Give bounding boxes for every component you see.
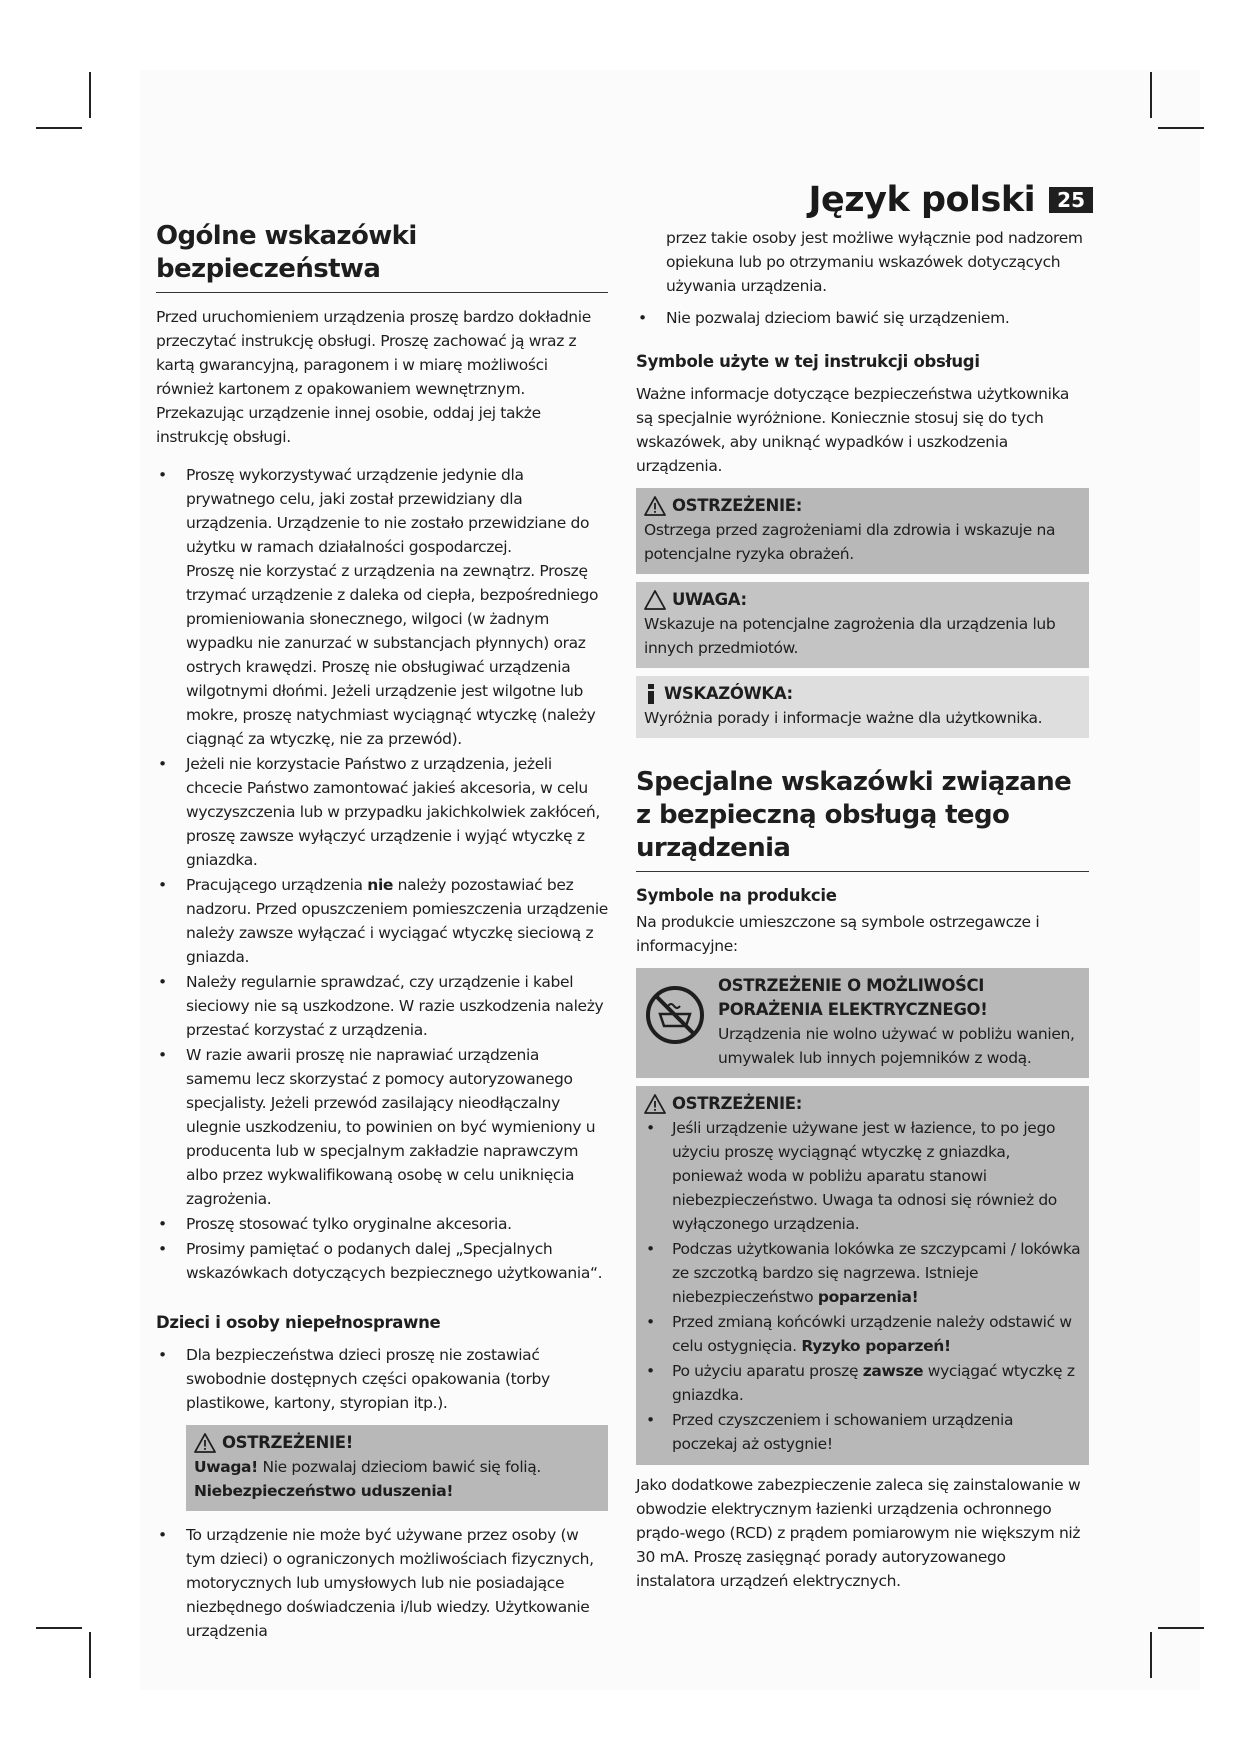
heading-product-symbols: Symbole na produkcie xyxy=(636,886,837,905)
emphasis-always: zawsze xyxy=(862,1362,924,1380)
list-item-text: należy pozostawiać bez nadzoru. Przed opuszczeniem pomieszczenia urządzenie należy zawsze wyłączać i wyciągać wtyczkę sieciową z gniazda. xyxy=(186,876,608,966)
list-item: • Prosimy pamiętać o podanych dalej „Specjalnych wskazówkach dotyczących bezpiecznego użytkowania“. xyxy=(156,1237,608,1285)
warning-title xyxy=(644,1092,1081,1116)
warning-box-2 xyxy=(636,1086,1089,1465)
crop-mark-top-left-v xyxy=(89,72,91,118)
list-item: • Należy regularnie sprawdzać, czy urządzenie i kabel sieciowy nie są uszkodzone. W razie uszkodzenia należy przestać korzystać z urządzenia. xyxy=(156,970,608,1042)
section-title-special-safety: Specjalne wskazówki związane z bezpieczną obsługą tego urządzenia xyxy=(636,766,1089,872)
warning-text: Ostrzega przed zagrożeniami dla zdrowia i wskazuje na potencjalne ryzyka obrażeń. xyxy=(644,521,1056,563)
shock-content xyxy=(718,974,1081,1070)
page-header xyxy=(809,178,1093,222)
electric-shock-box xyxy=(636,968,1089,1078)
product-intro: Na produkcie umieszczone są symbole ostrzegawcze i informacyjne: xyxy=(636,913,1040,955)
warning-box xyxy=(636,488,1089,574)
list-item-text: Przed zmianą końcówki urządzenie należy odstawić w celu ostygnięcia. xyxy=(672,1313,1072,1355)
note-title xyxy=(644,682,1081,706)
warning-title xyxy=(644,494,1081,518)
crop-mark-top-left-h xyxy=(36,127,82,129)
note-box xyxy=(636,676,1089,738)
list-item: • To urządzenie nie może być używane przez osoby (w tym dzieci) o ograniczonych możliwościach fizycznych, motorycznych lub umysłowych lub nie posiadające niezbędnego doświadczenia i/lub wiedzy. Użytkowanie urządzenia xyxy=(156,1523,608,1643)
list-item-continuation: Proszę nie korzystać z urządzenia na zewnątrz. Proszę trzymać urządzenie z daleka od ciepła, bezpośredniego promieniowania słonecznego, wilgoci (w żadnym wypadku nie zanurzać w substancjach płynnych) oraz ostrych krawędzi. Proszę nie obsługiwać urządzenia wilgotnymi dłońmi. Jeżeli urządzenie jest wilgotne lub mokre, proszę natychmiast wyciągnąć wtyczkę (należy ciągnąć za wtyczkę, nie za przewód). xyxy=(186,562,599,748)
list-item: • Nie pozwalaj dzieciom bawić się urządzeniem. xyxy=(636,306,1089,330)
caution-title xyxy=(644,588,1081,612)
list-item xyxy=(644,1359,1081,1407)
rcd-paragraph: Jako dodatkowe zabezpieczenie zaleca się zainstalowanie w obwodzie elektrycznym łazienki urządzenia ochronnego prądo-wego (RCD) z prądem pomiarowym nie większym niż 30 mA. Proszę zasięgnąć porady autoryzowanego instalatora urządzeń elektrycznych. xyxy=(636,1476,1081,1590)
list-item: • Przed czyszczeniem i schowaniem urządzenia poczekaj aż ostygnie! xyxy=(644,1408,1081,1456)
caution-text: Wskazuje na potencjalne zagrożenia dla urządzenia lub innych przedmiotów. xyxy=(644,615,1056,657)
emphasis-nie: nie xyxy=(367,876,394,894)
warning-triangle-icon xyxy=(644,1094,666,1114)
intro-paragraph: Przed uruchomieniem urządzenia proszę bardzo dokładnie przeczytać instrukcję obsługi. Proszę zachować ją wraz z kartą gwarancyjną, paragonem i w miarę możliwości również kartonem z opakowaniem wewnętrznym. Przekazując urządzenie innej osobie, oddaj jej także instrukcję obsługi. xyxy=(156,308,591,446)
warning-triangle-icon xyxy=(194,1433,216,1453)
continued-text: przez takie osoby jest możliwe wyłącznie pod nadzorem opiekuna lub po otrzymaniu wskazówek dotyczących używania urządzenia. xyxy=(666,229,1083,295)
list-item: • Jeżeli nie korzystacie Państwo z urządzenia, jeżeli chcecie Państwo zamontować jakieś akcesoria, w celu wyczyszczenia lub w przypadku jakichkolwiek zakłóceń, proszę zawsze wyłączyć urządzenie i wyjąć wtyczkę z gniazdka. xyxy=(156,752,608,872)
list-item: • W razie awarii proszę nie naprawiać urządzenia samemu lecz skorzystać z pomocy autoryzowanego specjalisty. Jeżeli przewód zasilający nieodłączalny ulegnie uszkodzeniu, to powinien on być wymieniony u producenta lub w specjalnym zakładzie naprawczym albo przez wykwalifikowaną osobę w celu uniknięcia zagrożenia. xyxy=(156,1043,608,1211)
warning-list xyxy=(644,1116,1081,1456)
crop-mark-bottom-left-h xyxy=(36,1627,82,1629)
note-text: Wyróżnia porady i informacje ważne dla użytkownika. xyxy=(644,709,1043,727)
warning-triangle-icon xyxy=(644,496,666,516)
info-icon xyxy=(644,683,658,705)
emphasis-danger: Niebezpieczeństwo uduszenia! xyxy=(194,1482,454,1500)
crop-mark-bottom-right-v xyxy=(1150,1632,1152,1678)
list-item-text: Pracującego urządzenia xyxy=(186,876,368,894)
emphasis-uwaga: Uwaga! xyxy=(194,1458,258,1476)
list-item-text: Po użyciu aparatu proszę xyxy=(672,1362,863,1380)
warning-body: Nie pozwalaj dzieciom bawić się folią. xyxy=(257,1458,541,1476)
caution-title-text: UWAGA: xyxy=(672,590,747,609)
warning-text xyxy=(194,1455,600,1503)
page-number: 25 xyxy=(1049,187,1093,213)
list-item xyxy=(156,873,608,969)
warning-title xyxy=(194,1431,600,1455)
shock-title: OSTRZEŻENIE O MOŻLIWOŚCI PORAŻENIA ELEKTRYCZNEGO! xyxy=(718,976,988,1019)
heading-children: Dzieci i osoby niepełnosprawne xyxy=(156,1313,441,1332)
crop-mark-top-right-h xyxy=(1158,127,1204,129)
crop-mark-top-right-v xyxy=(1150,72,1152,118)
heading-symbols: Symbole użyte w tej instrukcji obsługi xyxy=(636,352,980,371)
children-warning-box xyxy=(186,1425,608,1511)
warning-title-text: OSTRZEŻENIE! xyxy=(222,1433,353,1452)
note-title-text: WSKAZÓWKA: xyxy=(664,684,793,703)
list-item: • Proszę stosować tylko oryginalne akcesoria. xyxy=(156,1212,608,1236)
list-item-text: Podczas użytkowania lokówka ze szczypcami / lokówka ze szczotką bardzo się nagrzewa. Istnieje niebezpieczeństwo xyxy=(672,1240,1081,1306)
list-item xyxy=(156,463,608,751)
emphasis-burn: poparzenia! xyxy=(817,1288,919,1306)
crop-mark-bottom-right-h xyxy=(1158,1627,1204,1629)
warning-title-text: OSTRZEŻENIE: xyxy=(672,496,802,515)
symbols-intro: Ważne informacje dotyczące bezpieczeństwa użytkownika są specjalnie wyróżnione. Koniecznie stosuj się do tych wskazówek, aby uniknąć wypadków i uszkodzenia urządzenia. xyxy=(636,385,1070,475)
warning-title-text: OSTRZEŻENIE: xyxy=(672,1094,802,1113)
children-list xyxy=(156,1343,608,1415)
crop-mark-bottom-left-v xyxy=(89,1632,91,1678)
list-item-text: wyciągać wtyczkę z gniazdka. xyxy=(672,1362,1075,1404)
right-column xyxy=(636,226,1089,1603)
section-title-general-safety: Ogólne wskazówki bezpieczeństwa xyxy=(156,220,608,293)
continued-list xyxy=(636,306,1089,330)
no-bath-water-icon xyxy=(644,984,706,1046)
list-item-text: Proszę wykorzystywać urządzenie jedynie dla prywatnego celu, jaki został przewidziany dla urządzenia. Urządzenie to nie zostało przewidziane do użytku w ramach działalności gospodarczej. xyxy=(186,466,590,556)
safety-list xyxy=(156,463,608,1285)
list-item xyxy=(644,1310,1081,1358)
shock-text: Urządzenia nie wolno używać w pobliżu wanien, umywalek lub innych pojemników z wodą. xyxy=(718,1025,1075,1067)
caution-box xyxy=(636,582,1089,668)
left-column xyxy=(156,220,608,1644)
list-item: • Jeśli urządzenie używane jest w łazience, to po jego użyciu proszę wyciągnąć wtyczkę z gniazdka, ponieważ woda w pobliżu aparatu stanowi niebezpieczeństwo. Uwaga ta odnosi się również do wyłączonego urządzenia. xyxy=(644,1116,1081,1236)
language-title: Język polski xyxy=(808,180,1036,220)
list-item: • Dla bezpieczeństwa dzieci proszę nie zostawiać swobodnie dostępnych części opakowania (torby plastikowe, kartony, styropian itp.). xyxy=(156,1343,608,1415)
children-list-2 xyxy=(156,1523,608,1643)
caution-triangle-icon xyxy=(644,590,666,610)
list-item xyxy=(644,1237,1081,1309)
emphasis-burn-risk: Ryzyko poparzeń! xyxy=(801,1337,951,1355)
